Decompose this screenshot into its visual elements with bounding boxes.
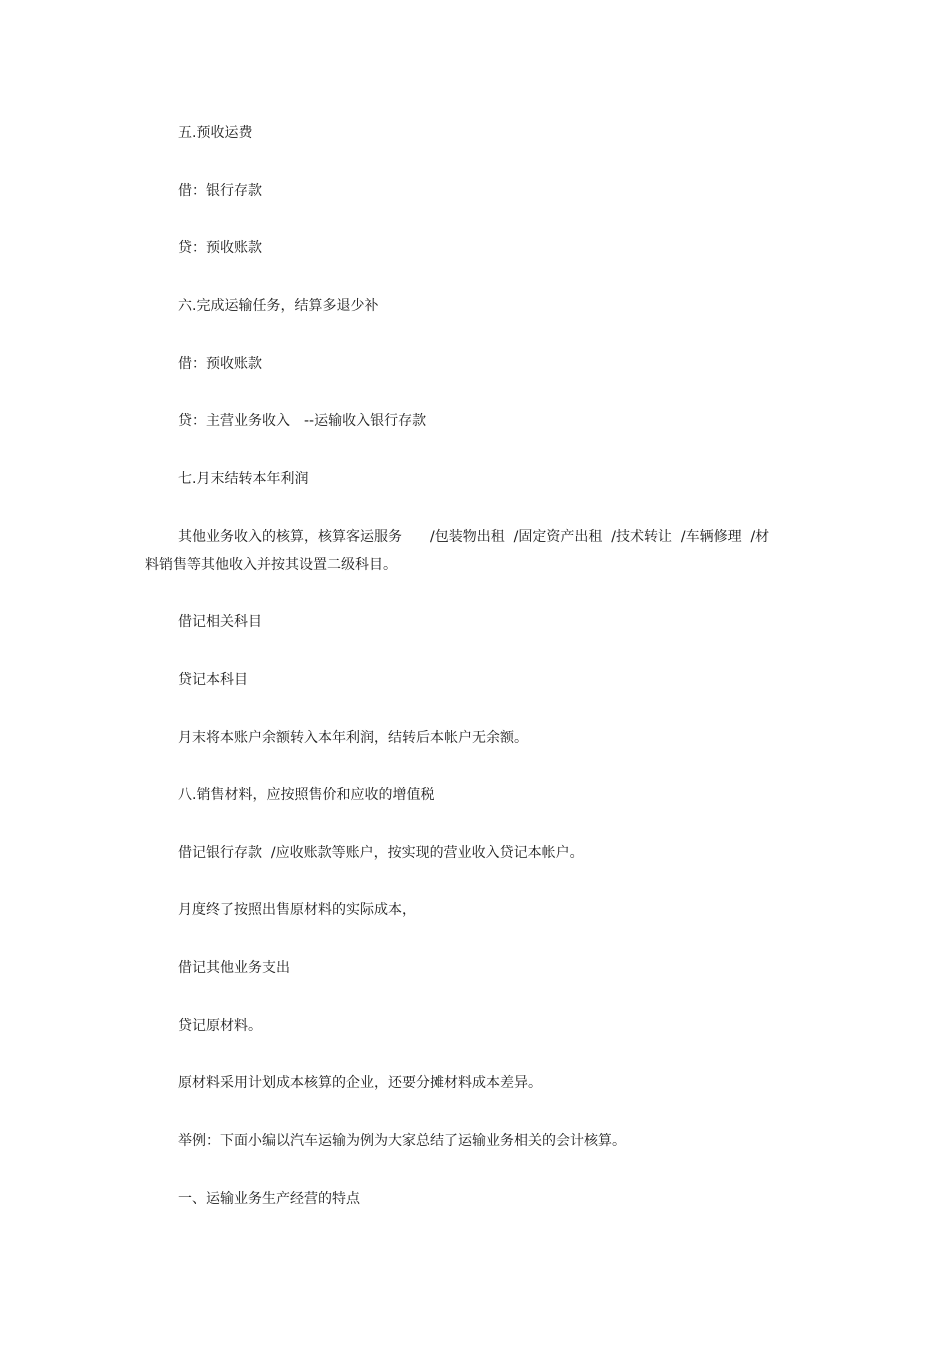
body-paragraph-continuation: 料销售等其他收入并按其设置二级科目。 bbox=[145, 557, 397, 573]
credit-line: 贷：预收账款 bbox=[178, 240, 262, 256]
heading-five: 五.预收运费 bbox=[178, 125, 253, 141]
section-heading: 一、运输业务生产经营的特点 bbox=[178, 1191, 360, 1207]
example-paragraph: 举例：下面小编以汽车运输为例为大家总结了运输业务相关的会计核算。 bbox=[178, 1133, 626, 1149]
debit-line: 借：银行存款 bbox=[178, 183, 262, 199]
body-paragraph: 月末将本账户余额转入本年利润，结转后本帐户无余额。 bbox=[178, 730, 528, 746]
body-paragraph: 其他业务收入的核算，核算客运服务 /包装物出租 /固定资产出租 /技术转让 /车辆修理 /材 bbox=[178, 529, 770, 545]
credit-line: 贷：主营业务收入 --运输收入银行存款 bbox=[178, 413, 427, 429]
debit-line: 借记银行存款 /应收账款等账户，按实现的营业收入贷记本帐户。 bbox=[178, 845, 584, 861]
credit-line: 贷记原材料。 bbox=[178, 1018, 262, 1034]
heading-seven: 七.月末结转本年利润 bbox=[178, 471, 309, 487]
debit-line: 借记其他业务支出 bbox=[178, 960, 290, 976]
body-paragraph: 原材料采用计划成本核算的企业，还要分摊材料成本差异。 bbox=[178, 1075, 542, 1091]
debit-line: 借记相关科目 bbox=[178, 614, 262, 630]
credit-line: 贷记本科目 bbox=[178, 672, 248, 688]
heading-six: 六.完成运输任务，结算多退少补 bbox=[178, 298, 379, 314]
debit-line: 借：预收账款 bbox=[178, 356, 262, 372]
body-paragraph: 月度终了按照出售原材料的实际成本， bbox=[178, 902, 416, 918]
heading-eight: 八.销售材料，应按照售价和应收的增值税 bbox=[178, 787, 435, 803]
